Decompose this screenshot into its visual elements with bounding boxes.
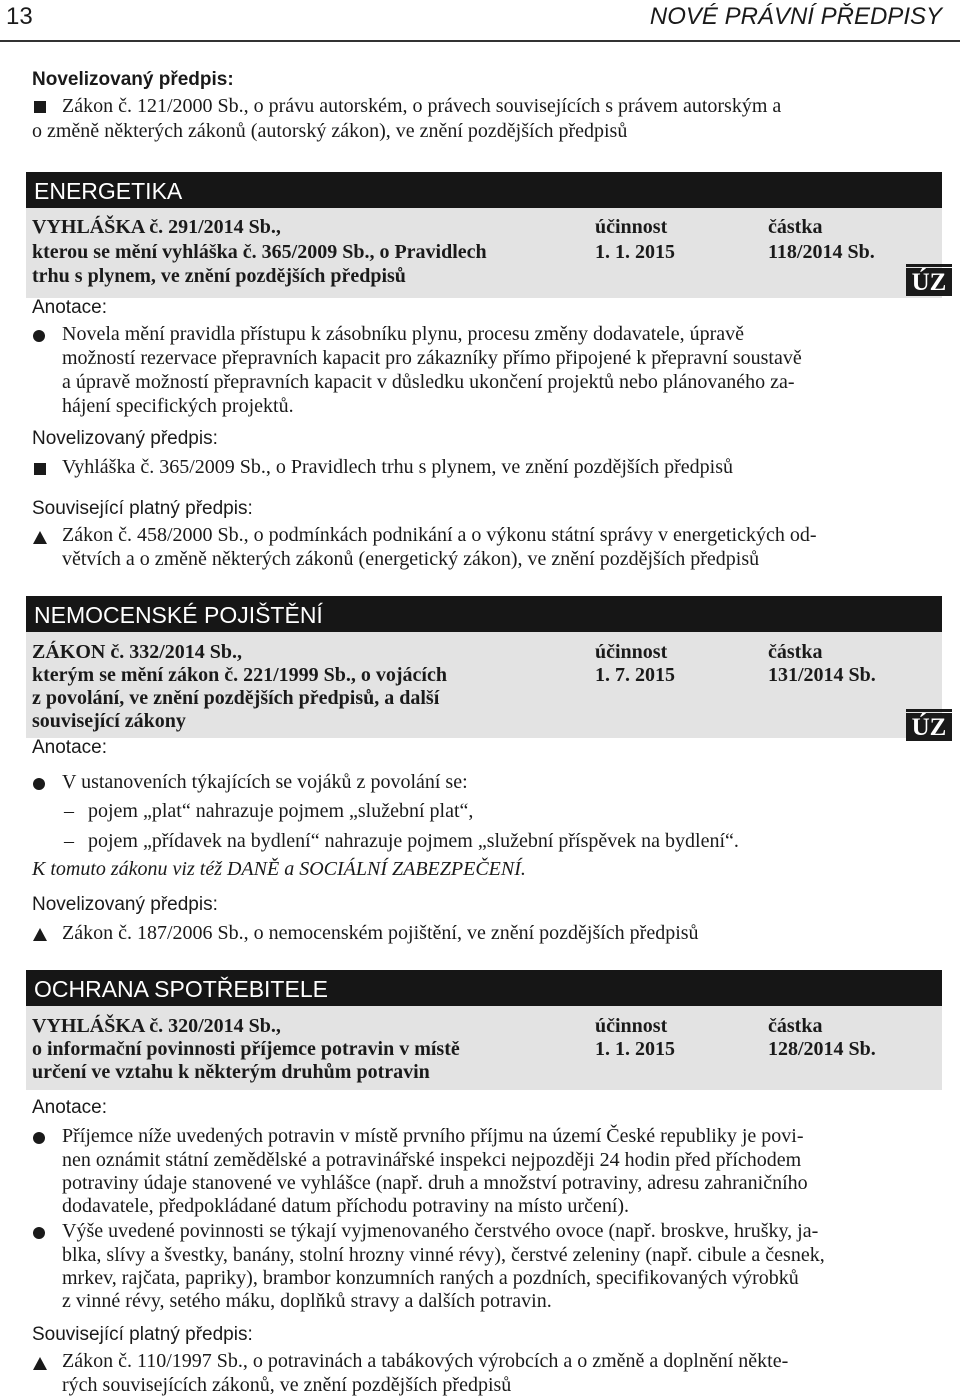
related-label: Související platný předpis: (32, 1324, 253, 1345)
text-line: potraviny údaje stanovené ve vyhlášce (např. druh a množství potraviny, adresu zahraničního (62, 1172, 808, 1194)
law-title: VYHLÁŠKA č. 320/2014 Sb., (32, 1015, 281, 1037)
text-line: nen oznámit státní zemědělské a potravinářské inspekci nejpozději 24 hodin před příchodem (62, 1149, 802, 1171)
page-title: NOVÉ PRÁVNÍ PŘEDPISY (649, 3, 942, 30)
annotation-label: Anotace: (32, 737, 107, 758)
dot-bullet-icon (33, 1132, 45, 1144)
text-line: rých souvisejících zákonů, ve znění pozdějších předpisů (62, 1374, 512, 1396)
novelized-label: Novelizovaný předpis: (32, 69, 234, 90)
law-title: kterým se mění zákon č. 221/1999 Sb., o vojácích (32, 664, 447, 686)
dot-bullet-icon (33, 1227, 45, 1239)
amount-label: částka (768, 1015, 823, 1037)
law-title: kterou se mění vyhláška č. 365/2009 Sb., o Pravidlech (32, 241, 487, 263)
text-line: V ustanoveních týkajících se vojáků z povolání se: (62, 771, 468, 793)
text-line: o změně některých zákonů (autorský zákon), ve znění pozdějších předpisů (32, 120, 628, 142)
effect-date: 1. 1. 2015 (595, 241, 675, 263)
uz-badge-icon: ÚZ (906, 268, 952, 296)
section-header: ENERGETIKA (26, 172, 942, 208)
amount-value: 128/2014 Sb. (768, 1038, 876, 1060)
text-line: z vinné révy, setého máku, doplňků stravy a dalších potravin. (62, 1290, 552, 1312)
amount-value: 118/2014 Sb. (768, 241, 875, 263)
law-title: ZÁKON č. 332/2014 Sb., (32, 641, 243, 663)
law-title: z povolání, ve znění pozdějších předpisů, a další (32, 687, 440, 709)
section-header: OCHRANA SPOTŘEBITELE (26, 970, 942, 1006)
text-line: možností rezervace přepravních kapacit pro zákazníky přímo připojené k přepravní soustavě (62, 347, 802, 369)
triangle-bullet-icon (33, 928, 47, 941)
section-header: NEMOCENSKÉ POJIŠTĚNÍ (26, 596, 942, 632)
uz-bar (906, 709, 952, 712)
text-line: pojem „plat“ nahrazuje pojmem „služební plat“, (88, 800, 474, 822)
page-number: 13 (6, 3, 33, 30)
triangle-bullet-icon (33, 531, 47, 544)
header-divider (0, 40, 960, 42)
square-bullet-icon (34, 101, 46, 113)
law-title: VYHLÁŠKA č. 291/2014 Sb., (32, 216, 281, 238)
dash-bullet: – (64, 800, 74, 822)
effect-label: účinnost (595, 1015, 668, 1037)
uz-bar (906, 264, 952, 267)
effect-label: účinnost (595, 641, 668, 663)
text-line: Novela mění pravidla přístupu k zásobníku plynu, procesu změny dodavatele, úpravě (62, 323, 745, 345)
text-line: Zákon č. 458/2000 Sb., o podmínkách podnikání a o výkonu státní správy v energetických od- (62, 524, 817, 546)
novelized-label: Novelizovaný předpis: (32, 894, 218, 915)
text-line: Zákon č. 121/2000 Sb., o právu autorském, o právech souvisejících s právem autorským a (62, 95, 782, 117)
text-line: Zákon č. 187/2006 Sb., o nemocenském pojištění, ve znění pozdějších předpisů (62, 922, 699, 944)
amount-label: částka (768, 641, 823, 663)
text-line: a úpravě možností přepravních kapacit v důsledku ukončení projektů nebo plánovaného za- (62, 371, 795, 393)
uz-badge-icon: ÚZ (906, 713, 952, 741)
dot-bullet-icon (33, 330, 45, 342)
text-line: pojem „přídavek na bydlení“ nahrazuje pojmem „služební příspěvek na bydlení“. (88, 830, 739, 852)
annotation-label: Anotace: (32, 1097, 107, 1118)
text-line: hájení specifických projektů. (62, 395, 294, 417)
effect-date: 1. 1. 2015 (595, 1038, 675, 1060)
amount-label: částka (768, 216, 823, 238)
text-line: Zákon č. 110/1997 Sb., o potravinách a tabákových výrobcích a o změně a doplnění někte- (62, 1350, 789, 1372)
text-line: dodavatele, předpokládané datum příchodu potraviny na místo určení). (62, 1195, 630, 1217)
text-line: blka, slívy a švestky, banány, stolní hrozny vinné révy), čerstvé zeleniny (např. cibule a česnek, (62, 1244, 825, 1266)
law-title: trhu s plynem, ve znění pozdějších předpisů (32, 265, 406, 287)
law-title: o informační povinnosti příjemce potravin v místě (32, 1038, 460, 1060)
effect-label: účinnost (595, 216, 668, 238)
text-line: mrkev, rajčata, papriky), brambor konzumních raných a pozdních, specifikovaných výrobků (62, 1267, 799, 1289)
law-title: určení ve vztahu k některým druhům potravin (32, 1061, 430, 1083)
dot-bullet-icon (33, 778, 45, 790)
annotation-label: Anotace: (32, 297, 107, 318)
dash-bullet: – (64, 830, 74, 852)
novelized-label: Novelizovaný předpis: (32, 428, 218, 449)
text-line: Příjemce níže uvedených potravin v místě prvního příjmu na území České republiky je povi- (62, 1125, 804, 1147)
cross-reference-note: K tomuto zákonu viz též DANĚ a SOCIÁLNÍ ZABEZPEČENÍ. (32, 858, 526, 880)
square-bullet-icon (34, 463, 46, 475)
related-label: Související platný předpis: (32, 498, 253, 519)
text-line: Výše uvedené povinnosti se týkají vyjmenovaného čerstvého ovoce (např. broskve, hrušky, ja- (62, 1220, 819, 1242)
text-line: větvích a o změně některých zákonů (energetický zákon), ve znění pozdějších předpisů (62, 548, 760, 570)
effect-date: 1. 7. 2015 (595, 664, 675, 686)
law-title: související zákony (32, 710, 186, 732)
triangle-bullet-icon (33, 1357, 47, 1370)
text-line: Vyhláška č. 365/2009 Sb., o Pravidlech trhu s plynem, ve znění pozdějších předpisů (62, 456, 733, 478)
amount-value: 131/2014 Sb. (768, 664, 876, 686)
